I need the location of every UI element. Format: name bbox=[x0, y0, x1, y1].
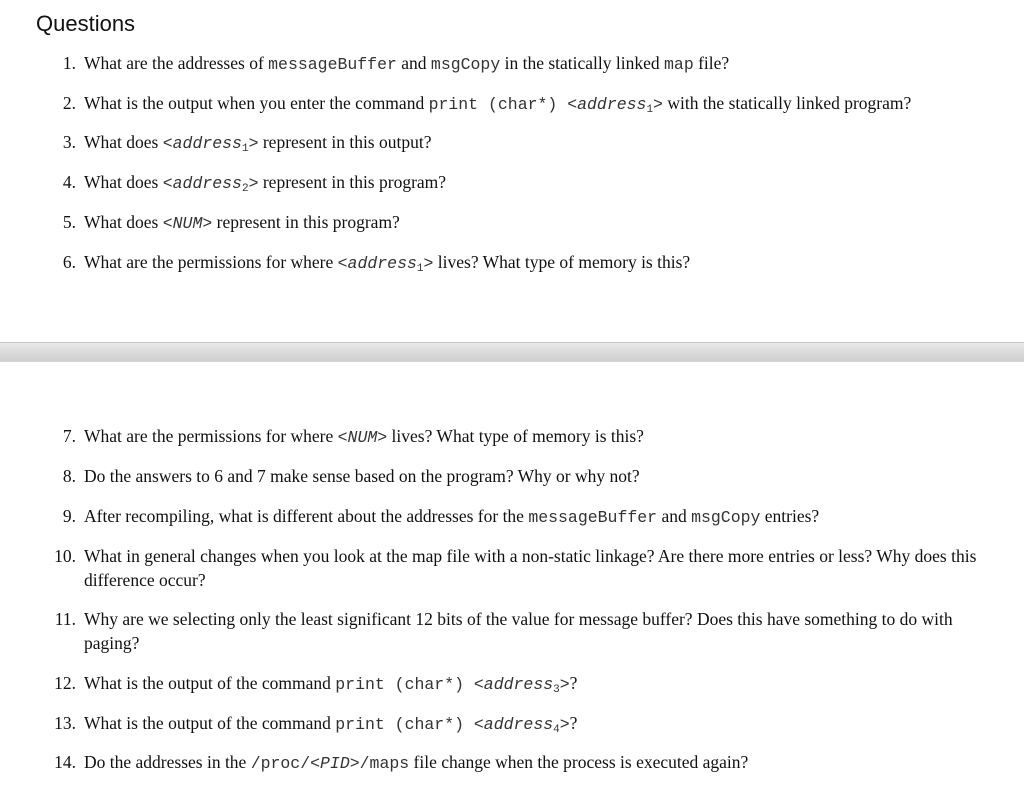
code-message-buffer: messageBuffer bbox=[268, 55, 397, 74]
question-number: 4. bbox=[62, 172, 76, 192]
question-number: 11. bbox=[54, 609, 76, 629]
question-number: 5. bbox=[62, 212, 76, 232]
code-address-placeholder: <address$_3$> bbox=[473, 675, 570, 696]
code-num-placeholder: <NUM> bbox=[337, 428, 388, 447]
code-message-buffer: messageBuffer bbox=[528, 508, 658, 527]
code-print: print bbox=[428, 95, 479, 114]
code-char-cast: (char*) bbox=[384, 675, 474, 694]
question-number: 8. bbox=[62, 466, 76, 486]
code-num-placeholder: <NUM> bbox=[162, 214, 213, 233]
question-text: What are the permissions for where <NUM> lives? What type of memory is this? bbox=[84, 426, 644, 447]
code-maps-path: /maps bbox=[359, 754, 410, 773]
question-number: 6. bbox=[62, 252, 76, 272]
question-number: 2. bbox=[62, 93, 76, 113]
code-proc-path: /proc/ bbox=[250, 754, 311, 773]
question-text: What is the output when you enter the command print (char*) <address$_1$> with the statically linked program? bbox=[84, 93, 912, 116]
code-address-placeholder: <address$_1$> bbox=[162, 134, 259, 155]
question-text: What in general changes when you look at the map file with a non-static linkage? Are there more entries or less? Why does this difference occur? bbox=[84, 546, 977, 590]
question-text: What is the output of the command print (char*) <address$_3$>? bbox=[84, 673, 578, 696]
page-title: Questions bbox=[36, 11, 136, 36]
code-char-cast: (char*) bbox=[384, 715, 474, 734]
question-number: 7. bbox=[62, 426, 76, 446]
question-number: 12. bbox=[54, 673, 76, 693]
question-text: Do the addresses in the /proc/<PID>/maps file change when the process is executed again? bbox=[84, 752, 749, 773]
question-number: 9. bbox=[62, 506, 76, 526]
code-pid-placeholder: <PID> bbox=[310, 754, 360, 773]
question-number: 10. bbox=[54, 546, 76, 566]
code-address-placeholder: <address$_1$> bbox=[337, 254, 434, 275]
question-text: What does <NUM> represent in this program? bbox=[84, 212, 400, 233]
question-number: 1. bbox=[62, 53, 76, 73]
question-text: After recompiling, what is different about the addresses for the messageBuffer and msgCopy entries? bbox=[84, 506, 820, 527]
code-print: print bbox=[335, 675, 385, 694]
question-number: 14. bbox=[54, 752, 76, 772]
page-break-divider bbox=[0, 342, 1024, 362]
code-address-placeholder: <address$_2$> bbox=[162, 174, 259, 195]
code-address-placeholder: <address$_1$> bbox=[567, 95, 663, 116]
question-text: What does <address$_1$> represent in this output? bbox=[84, 132, 432, 155]
question-text: What are the addresses of messageBuffer and msgCopy in the statically linked map file? bbox=[84, 53, 730, 74]
question-number: 13. bbox=[54, 713, 76, 733]
code-char-cast: (char*) bbox=[478, 95, 568, 114]
code-address-placeholder: <address$_4$> bbox=[473, 715, 570, 736]
question-text: What are the permissions for where <address$_1$> lives? What type of memory is this? bbox=[84, 252, 691, 275]
code-map: map bbox=[664, 55, 694, 74]
question-text: What does <address$_2$> represent in this program? bbox=[84, 172, 447, 195]
code-print: print bbox=[335, 715, 385, 734]
question-text: Do the answers to 6 and 7 make sense based on the program? Why or why not? bbox=[84, 466, 640, 486]
question-text: Why are we selecting only the least significant 12 bits of the value for message buffer? Does this have something to do with paging? bbox=[84, 609, 953, 653]
question-text: What is the output of the command print (char*) <address$_4$>? bbox=[84, 713, 578, 736]
question-number: 3. bbox=[62, 132, 76, 152]
code-msg-copy: msgCopy bbox=[691, 508, 761, 527]
code-msg-copy: msgCopy bbox=[430, 55, 501, 74]
